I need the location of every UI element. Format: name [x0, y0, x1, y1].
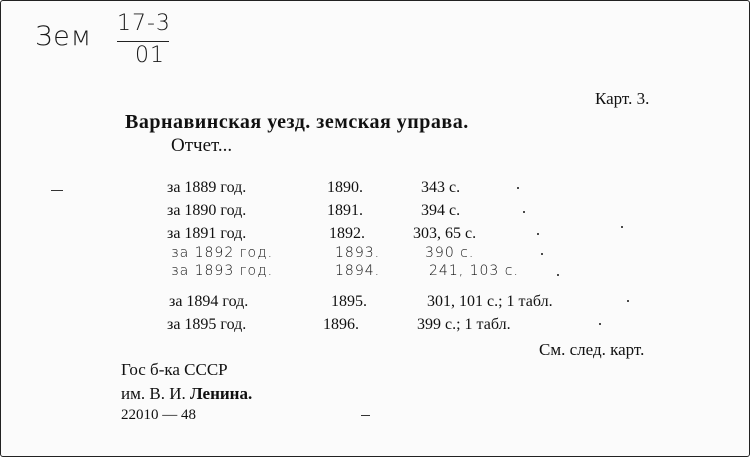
entry-pages: 394 с. [421, 202, 461, 219]
entry-row-handwritten [1, 263, 749, 285]
scan-speck [627, 300, 629, 302]
entry-row [1, 179, 749, 201]
card-title: Варнавинская уезд. земская управа. [125, 111, 469, 133]
entry-row [1, 225, 749, 247]
entry-pages: 241, 103 с. [429, 263, 519, 279]
entry-year: за 1891 год. [167, 225, 247, 242]
library-line-2 [121, 384, 252, 404]
entry-pub-year: 1891. [327, 202, 363, 219]
entry-pub-year: 1894. [335, 263, 381, 279]
entry-year: за 1895 год. [167, 316, 247, 333]
entry-pages: 390 с. [425, 245, 475, 261]
library-name: Ленина. [189, 384, 253, 403]
entry-pages: 399 с.; 1 табл. [417, 316, 511, 333]
entry-year: за 1890 год. [167, 202, 247, 219]
entry-pages: 303, 65 с. [413, 225, 477, 242]
entry-pub-year: 1896. [323, 316, 359, 333]
entry-row [1, 293, 749, 315]
card-number-label: Карт. 3. [595, 89, 650, 108]
scan-speck [621, 226, 623, 228]
scan-mark [361, 415, 370, 416]
library-line-1: Гос б-ка СССР [121, 360, 228, 379]
scan-speck [537, 233, 539, 235]
entry-year: за 1892 год. [171, 245, 274, 261]
catalog-ref-prefix: Зем [35, 21, 93, 52]
scan-speck [541, 253, 543, 255]
catalog-ref-denominator: 01 [135, 43, 165, 68]
library-initials: им. В. И. [121, 384, 186, 403]
catalog-ref-numerator: 17-3 [117, 11, 171, 36]
scan-mark [51, 190, 63, 191]
entry-pub-year: 1892. [329, 225, 365, 242]
entry-row [1, 316, 749, 338]
entry-row [1, 202, 749, 224]
entry-pub-year: 1893. [335, 245, 381, 261]
entry-pub-year: 1890. [327, 179, 363, 196]
entry-pub-year: 1895. [331, 293, 367, 310]
card-subtitle: Отчет... [171, 135, 233, 156]
catalog-ref-fraction-line [117, 41, 169, 42]
scan-speck [517, 187, 519, 189]
library-code: 22010 — 48 [121, 407, 196, 423]
scan-speck [557, 274, 559, 276]
entry-pages: 343 с. [421, 179, 461, 196]
entry-year: за 1889 год. [167, 179, 247, 196]
entry-pages: 301, 101 с.; 1 табл. [427, 293, 553, 310]
entry-year: за 1894 год. [169, 293, 249, 310]
entry-year: за 1893 год. [171, 263, 274, 279]
scan-speck [523, 211, 525, 213]
scan-speck [599, 323, 601, 325]
see-next-card: См. след. карт. [539, 340, 645, 359]
